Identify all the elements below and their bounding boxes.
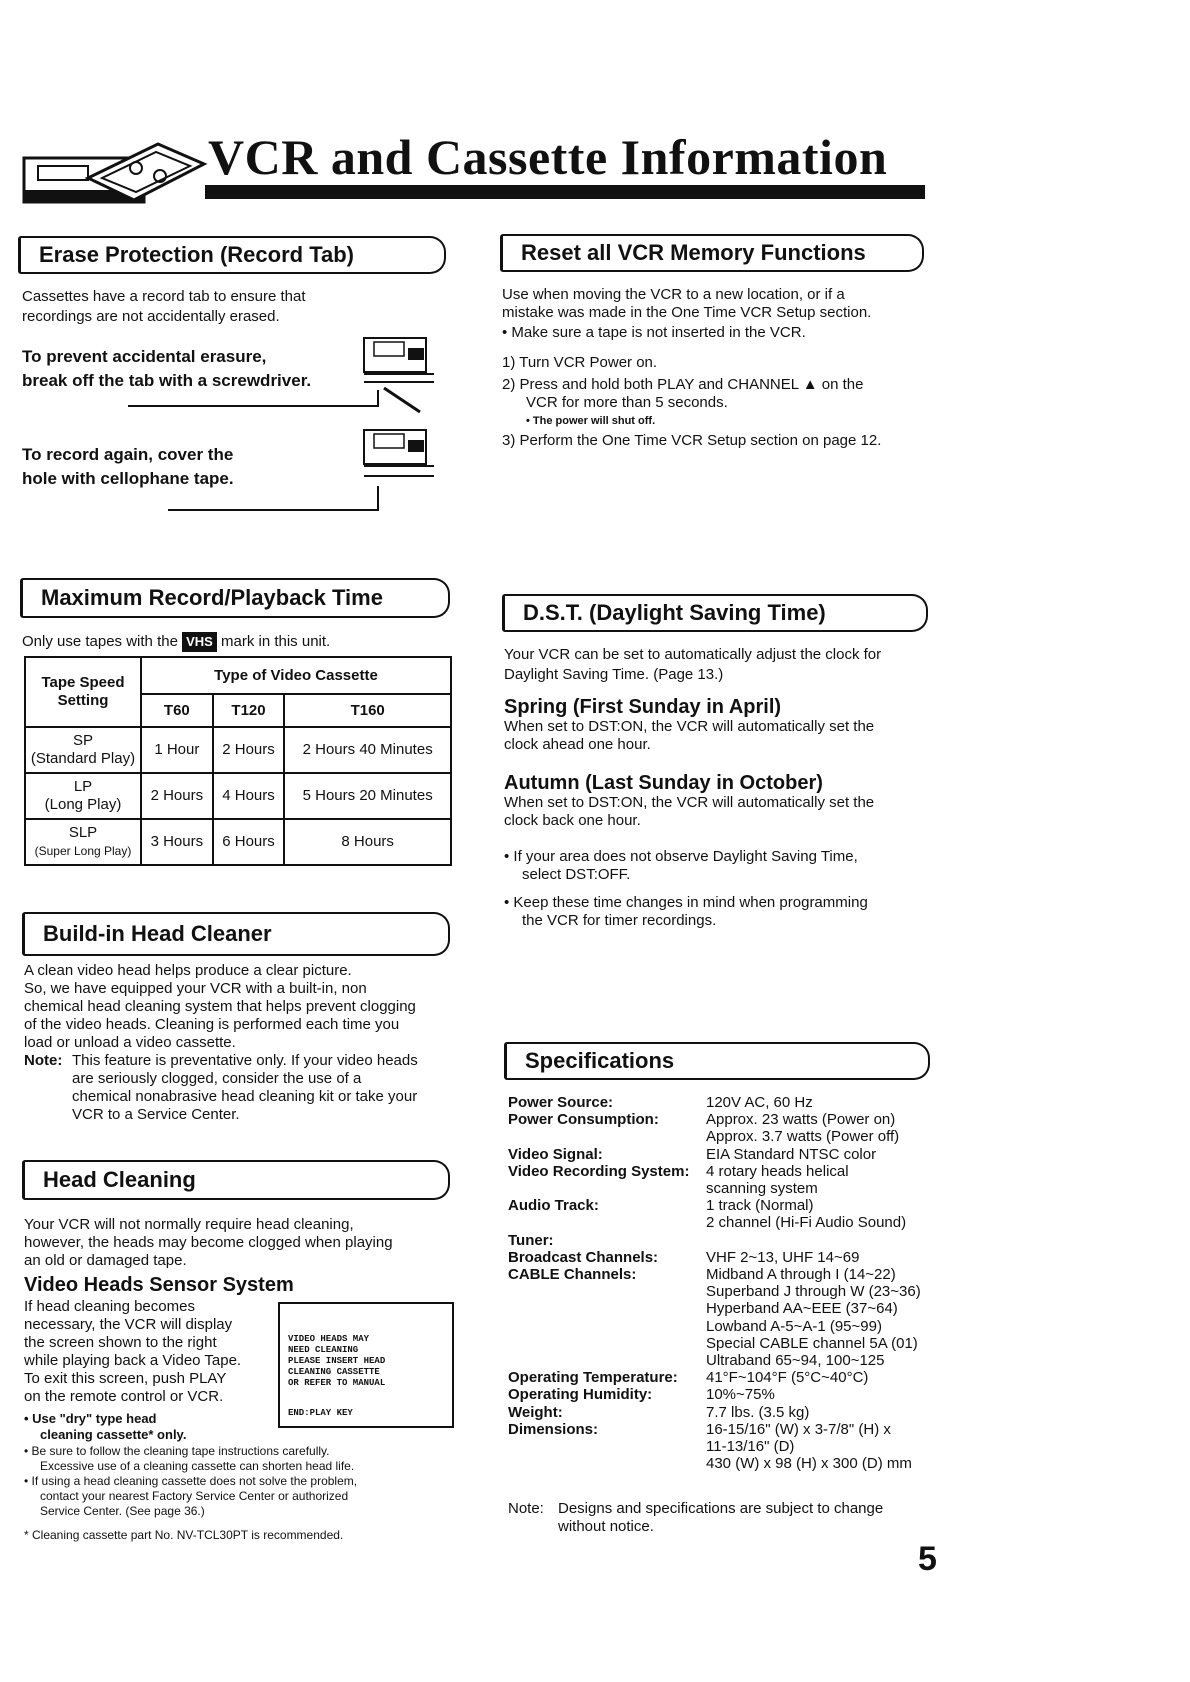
dst-bullet-1b: select DST:OFF. bbox=[522, 866, 631, 883]
column-header: T60 bbox=[141, 694, 213, 727]
spec-label: CABLE Channels: bbox=[508, 1266, 637, 1283]
spec-label: Broadcast Channels: bbox=[508, 1249, 659, 1266]
spec-note-2: without notice. bbox=[558, 1518, 654, 1535]
erase-protection-heading: Erase Protection (Record Tab) bbox=[18, 236, 446, 274]
dst-spring-title: Spring (First Sunday in April) bbox=[504, 696, 782, 718]
cleaner-line: load or unload a video cassette. bbox=[24, 1034, 236, 1051]
cleaner-line: A clean video head helps produce a clear picture. bbox=[24, 962, 352, 979]
spec-value: Special CABLE channel 5A (01) bbox=[706, 1335, 918, 1352]
spec-value: 11-13/16" (D) bbox=[706, 1438, 795, 1455]
spec-value: 4 rotary heads helical bbox=[706, 1163, 849, 1180]
sensor-line: the screen shown to the right bbox=[24, 1334, 217, 1351]
reset-step-2b: VCR for more than 5 seconds. bbox=[526, 394, 728, 411]
spec-value: EIA Standard NTSC color bbox=[706, 1146, 877, 1163]
spec-value: 7.7 lbs. (3.5 kg) bbox=[706, 1404, 810, 1421]
dst-heading: D.S.T. (Daylight Saving Time) bbox=[502, 594, 928, 632]
spec-value: scanning system bbox=[706, 1180, 818, 1197]
spec-value: Ultraband 65~94, 100~125 bbox=[706, 1352, 885, 1369]
screen-line: PLEASE INSERT HEAD bbox=[288, 1356, 386, 1366]
speed-cell bbox=[25, 773, 141, 819]
cleaning-bullet-2b: Excessive use of a cleaning cassette can shorten head life. bbox=[40, 1459, 355, 1473]
cleaner-line: chemical head cleaning system that helps prevent clogging bbox=[24, 998, 416, 1015]
spec-note-1: Designs and specifications are subject to change bbox=[558, 1500, 884, 1517]
dst-bullet-2a: • Keep these time changes in mind when programming bbox=[504, 894, 868, 912]
spec-value: 16-15/16" (W) x 3-7/8" (H) x bbox=[706, 1421, 891, 1438]
page-title: VCR and Cassette Information bbox=[208, 129, 888, 185]
screen-line: CLEANING CASSETTE bbox=[288, 1367, 380, 1377]
time-cell: 1 Hour bbox=[141, 727, 213, 773]
column-header: T160 bbox=[284, 694, 451, 727]
cleaner-note-line: are seriously clogged, consider the use of a bbox=[72, 1070, 362, 1087]
reset-bullet: • Make sure a tape is not inserted in the VCR. bbox=[502, 324, 806, 342]
spec-value: Hyperband AA~EEE (37~64) bbox=[706, 1300, 898, 1317]
cleaning-intro: Your VCR will not normally require head cleaning, bbox=[24, 1216, 354, 1233]
spec-label: Power Source: bbox=[508, 1094, 614, 1111]
vhs-note-post: mark in this unit. bbox=[221, 633, 331, 650]
erase-prevent-1: To prevent accidental erasure, bbox=[22, 347, 267, 366]
speed-sub: (Standard Play) bbox=[30, 750, 136, 767]
max-time-heading: Maximum Record/Playback Time bbox=[20, 578, 450, 618]
speed-sub: (Long Play) bbox=[44, 796, 122, 813]
reset-line-1: Use when moving the VCR to a new location, or if a bbox=[502, 286, 845, 303]
reset-step-2a: 2) Press and hold both PLAY and CHANNEL ▲ on the bbox=[502, 376, 864, 393]
break-tab-illustration bbox=[128, 330, 438, 414]
cleaner-note-label: Note: bbox=[24, 1052, 63, 1069]
time-cell: 2 Hours bbox=[141, 773, 213, 819]
time-cell: 2 Hours bbox=[213, 727, 285, 773]
dst-bullet-2b: the VCR for timer recordings. bbox=[522, 912, 717, 929]
dst-spring-1: When set to DST:ON, the VCR will automatically set the bbox=[504, 718, 875, 735]
reset-step-2-note: • The power will shut off. bbox=[526, 415, 656, 427]
speed-name: SP bbox=[72, 732, 93, 749]
tape-time-table bbox=[24, 656, 452, 866]
cleaning-bullet-3a: • If using a head cleaning cassette does not solve the problem, bbox=[24, 1474, 357, 1489]
erase-prevent-2: break off the tab with a screwdriver. bbox=[22, 371, 312, 390]
dst-spring-2: clock ahead one hour. bbox=[504, 736, 651, 753]
cover-hole-illustration bbox=[168, 424, 438, 516]
spec-value: Superband J through W (23~36) bbox=[706, 1283, 921, 1300]
time-cell: 6 Hours bbox=[213, 819, 285, 865]
cleaner-note-line: chemical nonabrasive head cleaning kit or take your bbox=[72, 1088, 418, 1105]
onscreen-message-box bbox=[278, 1302, 454, 1428]
erase-intro-1: Cassettes have a record tab to ensure that bbox=[22, 288, 306, 305]
sensor-line: If head cleaning becomes bbox=[24, 1298, 195, 1315]
spec-label: Power Consumption: bbox=[508, 1111, 659, 1128]
cleaner-line: So, we have equipped your VCR with a built-in, non bbox=[24, 980, 367, 997]
vhs-note bbox=[22, 632, 330, 652]
erase-record-1: To record again, cover the bbox=[22, 445, 234, 464]
cassette-type-header: Type of Video Cassette bbox=[141, 657, 451, 694]
spec-value: Midband A through I (14~22) bbox=[706, 1266, 896, 1283]
screen-footer: END:PLAY KEY bbox=[288, 1408, 353, 1418]
time-cell: 2 Hours 40 Minutes bbox=[284, 727, 451, 773]
spec-label: Audio Track: bbox=[508, 1197, 599, 1214]
spec-note-label: Note: bbox=[508, 1500, 544, 1517]
speed-name: LP bbox=[73, 778, 93, 795]
cleaning-bullet-2: • Be sure to follow the cleaning tape instructions carefully. bbox=[24, 1444, 329, 1459]
cleaning-bullet-1b: cleaning cassette* only. bbox=[40, 1427, 187, 1442]
spec-value: Lowband A-5~A-1 (95~99) bbox=[706, 1318, 882, 1335]
dst-intro-2: Daylight Saving Time. (Page 13.) bbox=[504, 666, 724, 683]
spec-label: Weight: bbox=[508, 1404, 563, 1421]
tape-speed-corner-header: Tape Speed Setting bbox=[25, 657, 141, 727]
dst-autumn-1: When set to DST:ON, the VCR will automatically set the bbox=[504, 794, 875, 811]
erase-intro-2: recordings are not accidentally erased. bbox=[22, 308, 280, 325]
title-underline-bar bbox=[205, 185, 925, 199]
screen-line: NEED CLEANING bbox=[288, 1345, 359, 1355]
erase-record-2: hole with cellophane tape. bbox=[22, 469, 234, 488]
reset-step-1: 1) Turn VCR Power on. bbox=[502, 354, 658, 371]
dst-autumn-2: clock back one hour. bbox=[504, 812, 641, 829]
time-cell: 8 Hours bbox=[284, 819, 451, 865]
vcr-cassette-illustration bbox=[18, 138, 208, 210]
cleaner-note-line: This feature is preventative only. If your video heads bbox=[72, 1052, 418, 1069]
dst-intro-1: Your VCR can be set to automatically adjust the clock for bbox=[504, 646, 882, 663]
cleaner-note-line: VCR to a Service Center. bbox=[72, 1106, 240, 1123]
cleaner-line: of the video heads. Cleaning is performed each time you bbox=[24, 1016, 400, 1033]
vhs-logo: VHS bbox=[182, 632, 217, 652]
reset-step-3: 3) Perform the One Time VCR Setup section on page 12. bbox=[502, 432, 882, 449]
vhs-note-pre: Only use tapes with the bbox=[22, 633, 178, 650]
speed-sub: (Super Long Play) bbox=[34, 844, 132, 858]
cleaning-footnote: * Cleaning cassette part No. NV-TCL30PT is recommended. bbox=[24, 1528, 344, 1542]
time-cell: 5 Hours 20 Minutes bbox=[284, 773, 451, 819]
sensor-title: Video Heads Sensor System bbox=[24, 1274, 294, 1296]
sensor-line: while playing back a Video Tape. bbox=[24, 1352, 242, 1369]
dst-autumn-title: Autumn (Last Sunday in October) bbox=[504, 772, 823, 794]
speed-cell bbox=[25, 727, 141, 773]
cleaning-bullet-1a: • Use "dry" type head bbox=[24, 1410, 156, 1428]
sensor-line: To exit this screen, push PLAY bbox=[24, 1370, 227, 1387]
spec-label: Video Recording System: bbox=[508, 1163, 690, 1180]
sensor-line: necessary, the VCR will display bbox=[24, 1316, 233, 1333]
head-cleaning-heading: Head Cleaning bbox=[22, 1160, 450, 1200]
spec-value: VHF 2~13, UHF 14~69 bbox=[706, 1249, 860, 1266]
spec-label: Tuner: bbox=[508, 1232, 554, 1249]
spec-value: Approx. 23 watts (Power on) bbox=[706, 1111, 896, 1128]
reset-line-2: mistake was made in the One Time VCR Setup section. bbox=[502, 304, 872, 321]
screen-line: OR REFER TO MANUAL bbox=[288, 1378, 386, 1388]
time-cell: 4 Hours bbox=[213, 773, 285, 819]
speed-cell bbox=[25, 819, 141, 865]
cleaning-intro: however, the heads may become clogged when playing bbox=[24, 1234, 393, 1251]
spec-label: Dimensions: bbox=[508, 1421, 599, 1438]
page-number: 5 bbox=[918, 1540, 937, 1578]
spec-value: 120V AC, 60 Hz bbox=[706, 1094, 813, 1111]
spec-value: 41°F~104°F (5°C~40°C) bbox=[706, 1369, 869, 1386]
sensor-line: on the remote control or VCR. bbox=[24, 1388, 224, 1405]
spec-value: 430 (W) x 98 (H) x 300 (D) mm bbox=[706, 1455, 912, 1472]
spec-label: Operating Humidity: bbox=[508, 1386, 653, 1403]
spec-value: Approx. 3.7 watts (Power off) bbox=[706, 1128, 900, 1145]
dst-bullet-1a: • If your area does not observe Daylight Saving Time, bbox=[504, 848, 858, 866]
cleaning-bullet-3b: contact your nearest Factory Service Center or authorized bbox=[40, 1489, 349, 1503]
speed-name: SLP bbox=[68, 824, 98, 841]
specifications-heading: Specifications bbox=[504, 1042, 930, 1080]
cleaning-intro: an old or damaged tape. bbox=[24, 1252, 187, 1269]
column-header: T120 bbox=[213, 694, 285, 727]
spec-label: Video Signal: bbox=[508, 1146, 603, 1163]
spec-value: 1 track (Normal) bbox=[706, 1197, 814, 1214]
spec-value: 10%~75% bbox=[706, 1386, 775, 1403]
screen-line: VIDEO HEADS MAY bbox=[288, 1334, 370, 1344]
head-cleaner-heading: Build-in Head Cleaner bbox=[22, 912, 450, 956]
time-cell: 3 Hours bbox=[141, 819, 213, 865]
spec-label: Operating Temperature: bbox=[508, 1369, 678, 1386]
cleaning-bullet-3c: Service Center. (See page 36.) bbox=[40, 1504, 205, 1518]
spec-value: 2 channel (Hi-Fi Audio Sound) bbox=[706, 1214, 907, 1231]
reset-memory-heading: Reset all VCR Memory Functions bbox=[500, 234, 924, 272]
